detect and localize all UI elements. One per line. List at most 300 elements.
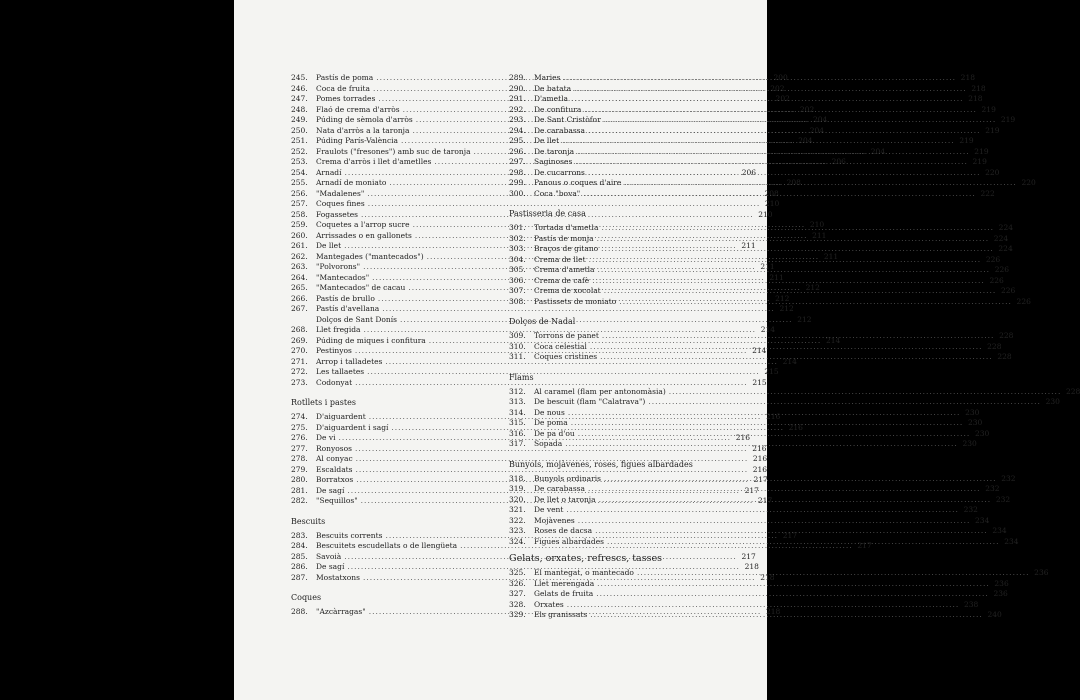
entry-number: 328. [509, 599, 526, 609]
entry-page-number: 211 [741, 241, 756, 250]
entry-number: 283. [291, 530, 308, 540]
dot-leader [575, 157, 968, 168]
dot-leader [589, 255, 982, 266]
entry-number: 252. [291, 146, 308, 156]
entry-title: De taronja [534, 146, 575, 156]
dot-leader [578, 516, 971, 527]
section-heading: Bunyols, mojàvenes, roses, figues albardades [509, 459, 693, 469]
entry-number: 284. [291, 541, 308, 550]
entry-page-number: 204 [798, 136, 813, 145]
entry-page-number: 219 [974, 146, 989, 156]
entry-title: Crema d'ametla [534, 265, 595, 274]
entry-number: 246. [291, 83, 308, 93]
entry-number: 304. [509, 254, 526, 264]
entry-title: Pastís de poma [316, 73, 374, 82]
entry-title: Sopada [534, 439, 563, 448]
entry-title: "Mantecados" de cacau [316, 283, 406, 292]
entry-title: D'aiguardent [316, 412, 366, 421]
entry-page-number: 214 [760, 325, 776, 334]
entry-title: Saginoses [534, 157, 573, 166]
dot-leader [597, 234, 990, 245]
entry-number: 311. [509, 352, 526, 361]
entry-number: 274. [291, 412, 308, 421]
entry-number: 256. [291, 188, 308, 198]
entry-number: 285. [291, 551, 308, 561]
entry-title: Pestinyos [316, 346, 352, 355]
entry-title: De confitura [534, 104, 582, 114]
entry-number: 320. [509, 494, 526, 504]
entry-title: De bescuit (flam "Calatrava") [534, 397, 646, 406]
entry-page-number: 210 [764, 199, 780, 208]
entry-page-number: 200 [773, 73, 788, 82]
entry-page-number: 219 [972, 157, 987, 166]
entry-title: Borratxos [316, 475, 354, 484]
dot-leader [563, 73, 956, 84]
entry-number: 271. [291, 356, 308, 366]
toc-entry [509, 515, 990, 527]
entry-title: Ronyosos [316, 443, 352, 453]
entry-page-number: 216 [788, 422, 803, 432]
entry-title: Llet fregida [316, 325, 361, 334]
entry-page-number: 232 [995, 494, 1011, 504]
entry-title: Al conyac [316, 454, 353, 463]
entry-number: 263. [291, 262, 308, 271]
entry-number: 281. [291, 485, 308, 495]
entry-page-number: 216 [752, 454, 768, 463]
entry-title: Púding de miques i confitura [316, 335, 426, 345]
dot-leader [574, 84, 967, 95]
entry-page-number: 202 [775, 94, 790, 103]
entry-title: Bunyols ordinaris [534, 473, 601, 483]
entry-page-number: 211 [823, 251, 839, 261]
dot-leader [648, 397, 1041, 408]
entry-page-number: 210 [809, 220, 825, 229]
entry-page-number: 224 [993, 233, 1009, 243]
dot-leader [599, 495, 992, 506]
dot-leader [602, 331, 995, 342]
entry-title: Llet merengada [534, 578, 595, 588]
entry-number: 303. [509, 244, 526, 253]
entry-page-number: 214 [752, 346, 767, 355]
entry-number: 250. [291, 125, 308, 135]
entry-page-number: 206 [741, 167, 757, 177]
entry-number: 313. [509, 397, 526, 406]
entry-title: Púding de sèmola d'arròs [316, 115, 413, 124]
entry-number: 278. [291, 454, 308, 463]
entry-title: Orxates [534, 599, 564, 609]
entry-page-number: 230 [967, 418, 983, 427]
dot-leader [604, 286, 997, 297]
entry-number: 291. [509, 94, 526, 103]
entry-title: Escaldats [316, 464, 353, 474]
entry-number: 314. [509, 407, 526, 417]
entry-title: Coquetes a l'arrop sucre [316, 220, 410, 229]
entry-page-number: 217 [741, 551, 756, 561]
entry-title: Codonyat [316, 377, 353, 387]
section-heading: Gelats, orxates, refrescs, tasses [509, 553, 662, 564]
section-heading: Coques [291, 593, 322, 602]
entry-title: Crema de cafè [534, 275, 590, 285]
entry-number: 251. [291, 136, 308, 145]
entry-number: 290. [509, 83, 526, 93]
entry-title: Coca de fruita [316, 83, 371, 93]
entry-page-number: 220 [1021, 178, 1036, 187]
entry-title: Fogassetes [316, 209, 359, 219]
entry-title: De poma [534, 418, 568, 427]
entry-number: 305. [509, 265, 526, 274]
entry-title: Maries [534, 73, 561, 82]
entry-number: 310. [509, 341, 526, 351]
dot-leader [571, 94, 964, 105]
entry-number: 279. [291, 464, 308, 474]
entry-number: 255. [291, 178, 308, 187]
section-heading: Bescuits [291, 516, 326, 526]
entry-page-number: 226 [989, 275, 1004, 285]
dot-leader [596, 589, 989, 600]
entry-number: 307. [509, 286, 526, 295]
entry-title: Dolços de Sant Donís [316, 314, 397, 324]
entry-page-number: 234 [992, 526, 1007, 535]
entry-title: Pastissets de moniato [534, 296, 617, 306]
entry-page-number: 226 [985, 254, 1001, 264]
entry-number: 245. [291, 73, 308, 82]
dot-leader [619, 297, 1012, 308]
entry-title: De vi [316, 433, 336, 442]
entry-number: 296. [509, 146, 526, 156]
entry-title: Arnadí de moniato [316, 178, 387, 187]
entry-number: 299. [509, 178, 526, 187]
entry-page-number: 217 [857, 541, 872, 550]
entry-title: De sagí [316, 485, 345, 495]
entry-page-number: 230 [962, 439, 977, 448]
dot-leader [565, 439, 958, 450]
entry-title: Nata d'arròs a la taronja [316, 125, 410, 135]
entry-number: 262. [291, 251, 308, 261]
entry-page-number: 218 [760, 572, 775, 582]
entry-page-number: 211 [812, 230, 827, 240]
entry-number: 289. [509, 73, 526, 82]
dot-leader [601, 244, 994, 255]
entry-number: 322. [509, 515, 526, 525]
entry-page-number: 214 [782, 356, 797, 366]
entry-title: Arrop i talladetes [316, 356, 383, 366]
toc-entry [509, 386, 1080, 398]
entry-title: Tortada d'ametla [534, 223, 599, 232]
entry-page-number: 230 [974, 428, 990, 438]
dot-leader [562, 136, 955, 147]
entry-number: 273. [291, 377, 308, 387]
entry-number: 257. [291, 199, 308, 208]
entry-page-number: 222 [980, 188, 995, 198]
entry-number: 264. [291, 272, 308, 282]
entry-page-number: 240 [987, 610, 1002, 619]
entry-title: "Mantecados" [316, 272, 370, 282]
entry-page-number: 211 [760, 262, 775, 271]
entry-page-number: 206 [831, 157, 846, 166]
entry-title: Mantegades ("mantecados") [316, 251, 424, 261]
dot-leader [588, 126, 981, 137]
entry-number: 308. [509, 296, 526, 306]
section-heading: Pastisseria de casa [509, 209, 586, 218]
entry-title: De nous [534, 407, 565, 417]
entry-page-number: 212 [805, 283, 820, 292]
entry-number: 270. [291, 346, 308, 355]
entry-page-number: 218 [765, 607, 781, 616]
entry-page-number: 236 [1034, 568, 1049, 577]
toc-entry [509, 397, 1060, 408]
toc-entry [509, 578, 1009, 590]
dot-leader [567, 600, 960, 611]
entry-page-number: 226 [994, 265, 1010, 274]
toc-entry [509, 599, 979, 611]
entry-page-number: 215 [752, 377, 767, 387]
entry-title: Roses de dacsa [534, 526, 593, 535]
entry-title: Mojàvenes [534, 515, 575, 525]
entry-title: Figues albardades [534, 536, 604, 546]
entry-title: Bescuitets escudellats o de llengüeta [316, 541, 458, 550]
dot-leader [637, 568, 1030, 579]
entry-page-number: 219 [1000, 115, 1016, 124]
dot-leader [584, 105, 977, 116]
entry-number: 265. [291, 283, 308, 292]
dot-leader [600, 352, 993, 363]
entry-page-number: 216 [752, 464, 768, 474]
entry-number: 266. [291, 293, 308, 303]
entry-title: Pastís de brullo [316, 293, 375, 303]
entry-page-number: 219 [959, 136, 974, 145]
entry-title: De sagí [316, 562, 345, 571]
section-heading: Flams [509, 372, 534, 382]
dot-leader [595, 526, 988, 537]
entry-number: 253. [291, 157, 308, 166]
entry-title: Crema de xocolat [534, 286, 601, 295]
entry-title: El mantegat, o mantecado [534, 568, 634, 577]
entry-number: 258. [291, 209, 308, 219]
entry-page-number: 212 [797, 314, 812, 324]
dot-leader [590, 342, 983, 353]
entry-page-number: 210 [758, 209, 773, 219]
dot-leader [583, 189, 976, 200]
entry-number: 293. [509, 115, 526, 124]
entry-number: 277. [291, 443, 308, 453]
entry-number: 294. [509, 125, 526, 135]
entry-title: Arnadí [316, 167, 342, 177]
entry-title: De carabassa [534, 484, 586, 493]
entry-page-number: 219 [985, 125, 1000, 135]
entry-page-number: 202 [770, 83, 785, 93]
entry-number: 247. [291, 94, 308, 103]
entry-title: Crema d'arròs i llet d'ametlles [316, 157, 432, 166]
entry-page-number: 230 [1045, 397, 1060, 406]
entry-title: "Polvorons" [316, 262, 361, 271]
entry-page-number: 214 [826, 335, 841, 345]
entry-title: De cucarrons [534, 167, 585, 177]
entry-page-number: 228 [997, 352, 1012, 361]
entry-number: 275. [291, 422, 308, 432]
entry-page-number: 224 [998, 244, 1013, 253]
book-page [234, 0, 1080, 700]
entry-number: 267. [291, 304, 308, 313]
dot-leader [597, 579, 990, 590]
entry-number: 261. [291, 241, 308, 250]
toc-entry [509, 505, 978, 516]
entry-page-number: 232 [1001, 473, 1016, 483]
entry-page-number: 219 [981, 104, 996, 114]
entry-page-number: 217 [782, 530, 798, 540]
entry-number: 269. [291, 335, 308, 345]
entry-number: 300. [509, 188, 526, 198]
entry-title: Gelats de fruita [534, 589, 594, 598]
entry-number: 327. [509, 589, 526, 598]
entry-page-number: 236 [994, 578, 1009, 588]
entry-number: 260. [291, 230, 308, 240]
entry-page-number: 217 [744, 485, 759, 495]
entry-page-number: 216 [765, 412, 781, 421]
entry-page-number: 204 [870, 146, 886, 156]
entry-number: 325. [509, 568, 526, 577]
entry-page-number: 228 [1066, 386, 1080, 396]
dot-leader [588, 168, 981, 179]
entry-number: 249. [291, 115, 308, 124]
dot-leader [604, 115, 997, 126]
entry-title: Pastís de monja [534, 233, 594, 243]
entry-page-number: 216 [752, 443, 767, 453]
entry-title: D'aiguardent i sagí [316, 422, 389, 432]
entry-number: 309. [509, 331, 526, 340]
entry-page-number: 220 [985, 167, 1000, 177]
entry-page-number: 234 [975, 515, 990, 525]
entry-page-number: 218 [971, 83, 986, 93]
entry-page-number: 218 [960, 73, 975, 82]
entry-page-number: 204 [809, 125, 825, 135]
entry-page-number: 226 [1016, 296, 1031, 306]
entry-title: Braços de gitano [534, 244, 599, 253]
dot-leader [669, 387, 1062, 398]
entry-page-number: 230 [965, 407, 980, 417]
entry-number: 323. [509, 526, 526, 535]
entry-number: 319. [509, 484, 526, 493]
entry-title: Torrons de panet [534, 331, 599, 340]
entry-title: Bescuits corrents [316, 530, 383, 540]
dot-leader [571, 418, 964, 429]
entry-title: Pomes torrades [316, 94, 376, 103]
entry-page-number: 234 [1004, 536, 1019, 546]
dot-leader [590, 610, 983, 621]
entry-page-number: 216 [735, 433, 751, 442]
entry-title: Les tallaetes [316, 367, 365, 376]
entry-page-number: 218 [744, 562, 759, 571]
entry-number: 297. [509, 157, 526, 166]
dot-leader [577, 147, 970, 158]
entry-number: 315. [509, 418, 526, 427]
entry-title: Fraulots ("fresones") amb suc de taronja [316, 146, 471, 156]
entry-number: 326. [509, 578, 526, 588]
entry-number: 302. [509, 233, 526, 243]
section-heading: Rotllets i pastes [291, 398, 356, 407]
entry-number: 298. [509, 167, 526, 177]
entry-title: De llet [534, 136, 560, 145]
entry-page-number: 212 [775, 293, 790, 303]
entry-page-number: 236 [993, 589, 1008, 598]
entry-page-number: 217 [757, 496, 773, 505]
entry-title: "Sequillos" [316, 496, 358, 505]
entry-number: 318. [509, 473, 526, 483]
entry-number: 272. [291, 367, 308, 376]
entry-page-number: 228 [999, 331, 1014, 340]
dot-leader [598, 265, 991, 276]
entry-number: 282. [291, 496, 308, 505]
toc-entry [291, 304, 794, 315]
dot-leader [604, 474, 997, 485]
entry-page-number: 204 [813, 115, 828, 124]
entry-title: Panous o coques d'aire [534, 178, 622, 187]
entry-number: 288. [291, 607, 308, 616]
entry-number: 292. [509, 104, 526, 114]
entry-number: 286. [291, 562, 308, 571]
entry-page-number: 218 [968, 94, 983, 103]
entry-number: 329. [509, 610, 526, 619]
entry-title: De batata [534, 83, 572, 93]
entry-title: Púding París-València [316, 136, 399, 145]
dot-leader [601, 223, 994, 234]
entry-page-number: 212 [779, 304, 794, 313]
entry-title: Coques fines [316, 199, 365, 208]
entry-title: Coca celestial [534, 341, 587, 351]
dot-leader [607, 537, 1000, 548]
dot-leader [624, 178, 1017, 189]
entry-title: Pastís d'avellana [316, 304, 380, 313]
dot-leader [568, 408, 961, 419]
entry-page-number: 215 [764, 367, 779, 376]
entry-title: De vent [534, 505, 564, 514]
entry-page-number: 226 [1000, 286, 1016, 295]
entry-title: Els granissats [534, 610, 588, 619]
entry-page-number: 202 [799, 104, 815, 114]
entry-number: 254. [291, 167, 308, 177]
dot-leader [566, 505, 959, 516]
entry-title: Al caramel (flam per antonomàsia) [534, 386, 666, 396]
entry-number: 276. [291, 433, 308, 442]
entry-number: 268. [291, 325, 308, 334]
entry-page-number: 228 [987, 341, 1002, 351]
entry-number: 287. [291, 572, 308, 582]
dot-leader [588, 484, 981, 495]
entry-number: 321. [509, 505, 526, 514]
entry-title: De pa d'ou [534, 428, 575, 438]
entry-title: Coques cristines [534, 352, 598, 361]
entry-number: 248. [291, 104, 308, 114]
entry-title: Crema de llet [534, 254, 586, 264]
entry-number: 316. [509, 428, 526, 438]
entry-title: Flaó de crema d'arròs [316, 104, 400, 114]
entry-number: 324. [509, 536, 526, 546]
entry-number: 317. [509, 439, 526, 448]
dot-leader [578, 429, 971, 440]
entry-page-number: 208 [764, 188, 779, 198]
entry-title: De llet [316, 241, 342, 250]
entry-page-number: 211 [769, 272, 784, 282]
entry-number: 280. [291, 475, 308, 484]
entry-title: De llet o taronja [534, 494, 596, 504]
toc-entry [291, 199, 780, 210]
entry-title: De carabassa [534, 125, 586, 135]
entry-title: "Madalenes" [316, 188, 365, 198]
entry-title: De Sant Cristòfor [534, 115, 601, 124]
entry-title: Arrissades o en gallonets [316, 230, 412, 240]
entry-number: 301. [509, 223, 526, 232]
entry-title: "Azcàrragas" [316, 607, 366, 616]
entry-page-number: 224 [998, 223, 1013, 232]
